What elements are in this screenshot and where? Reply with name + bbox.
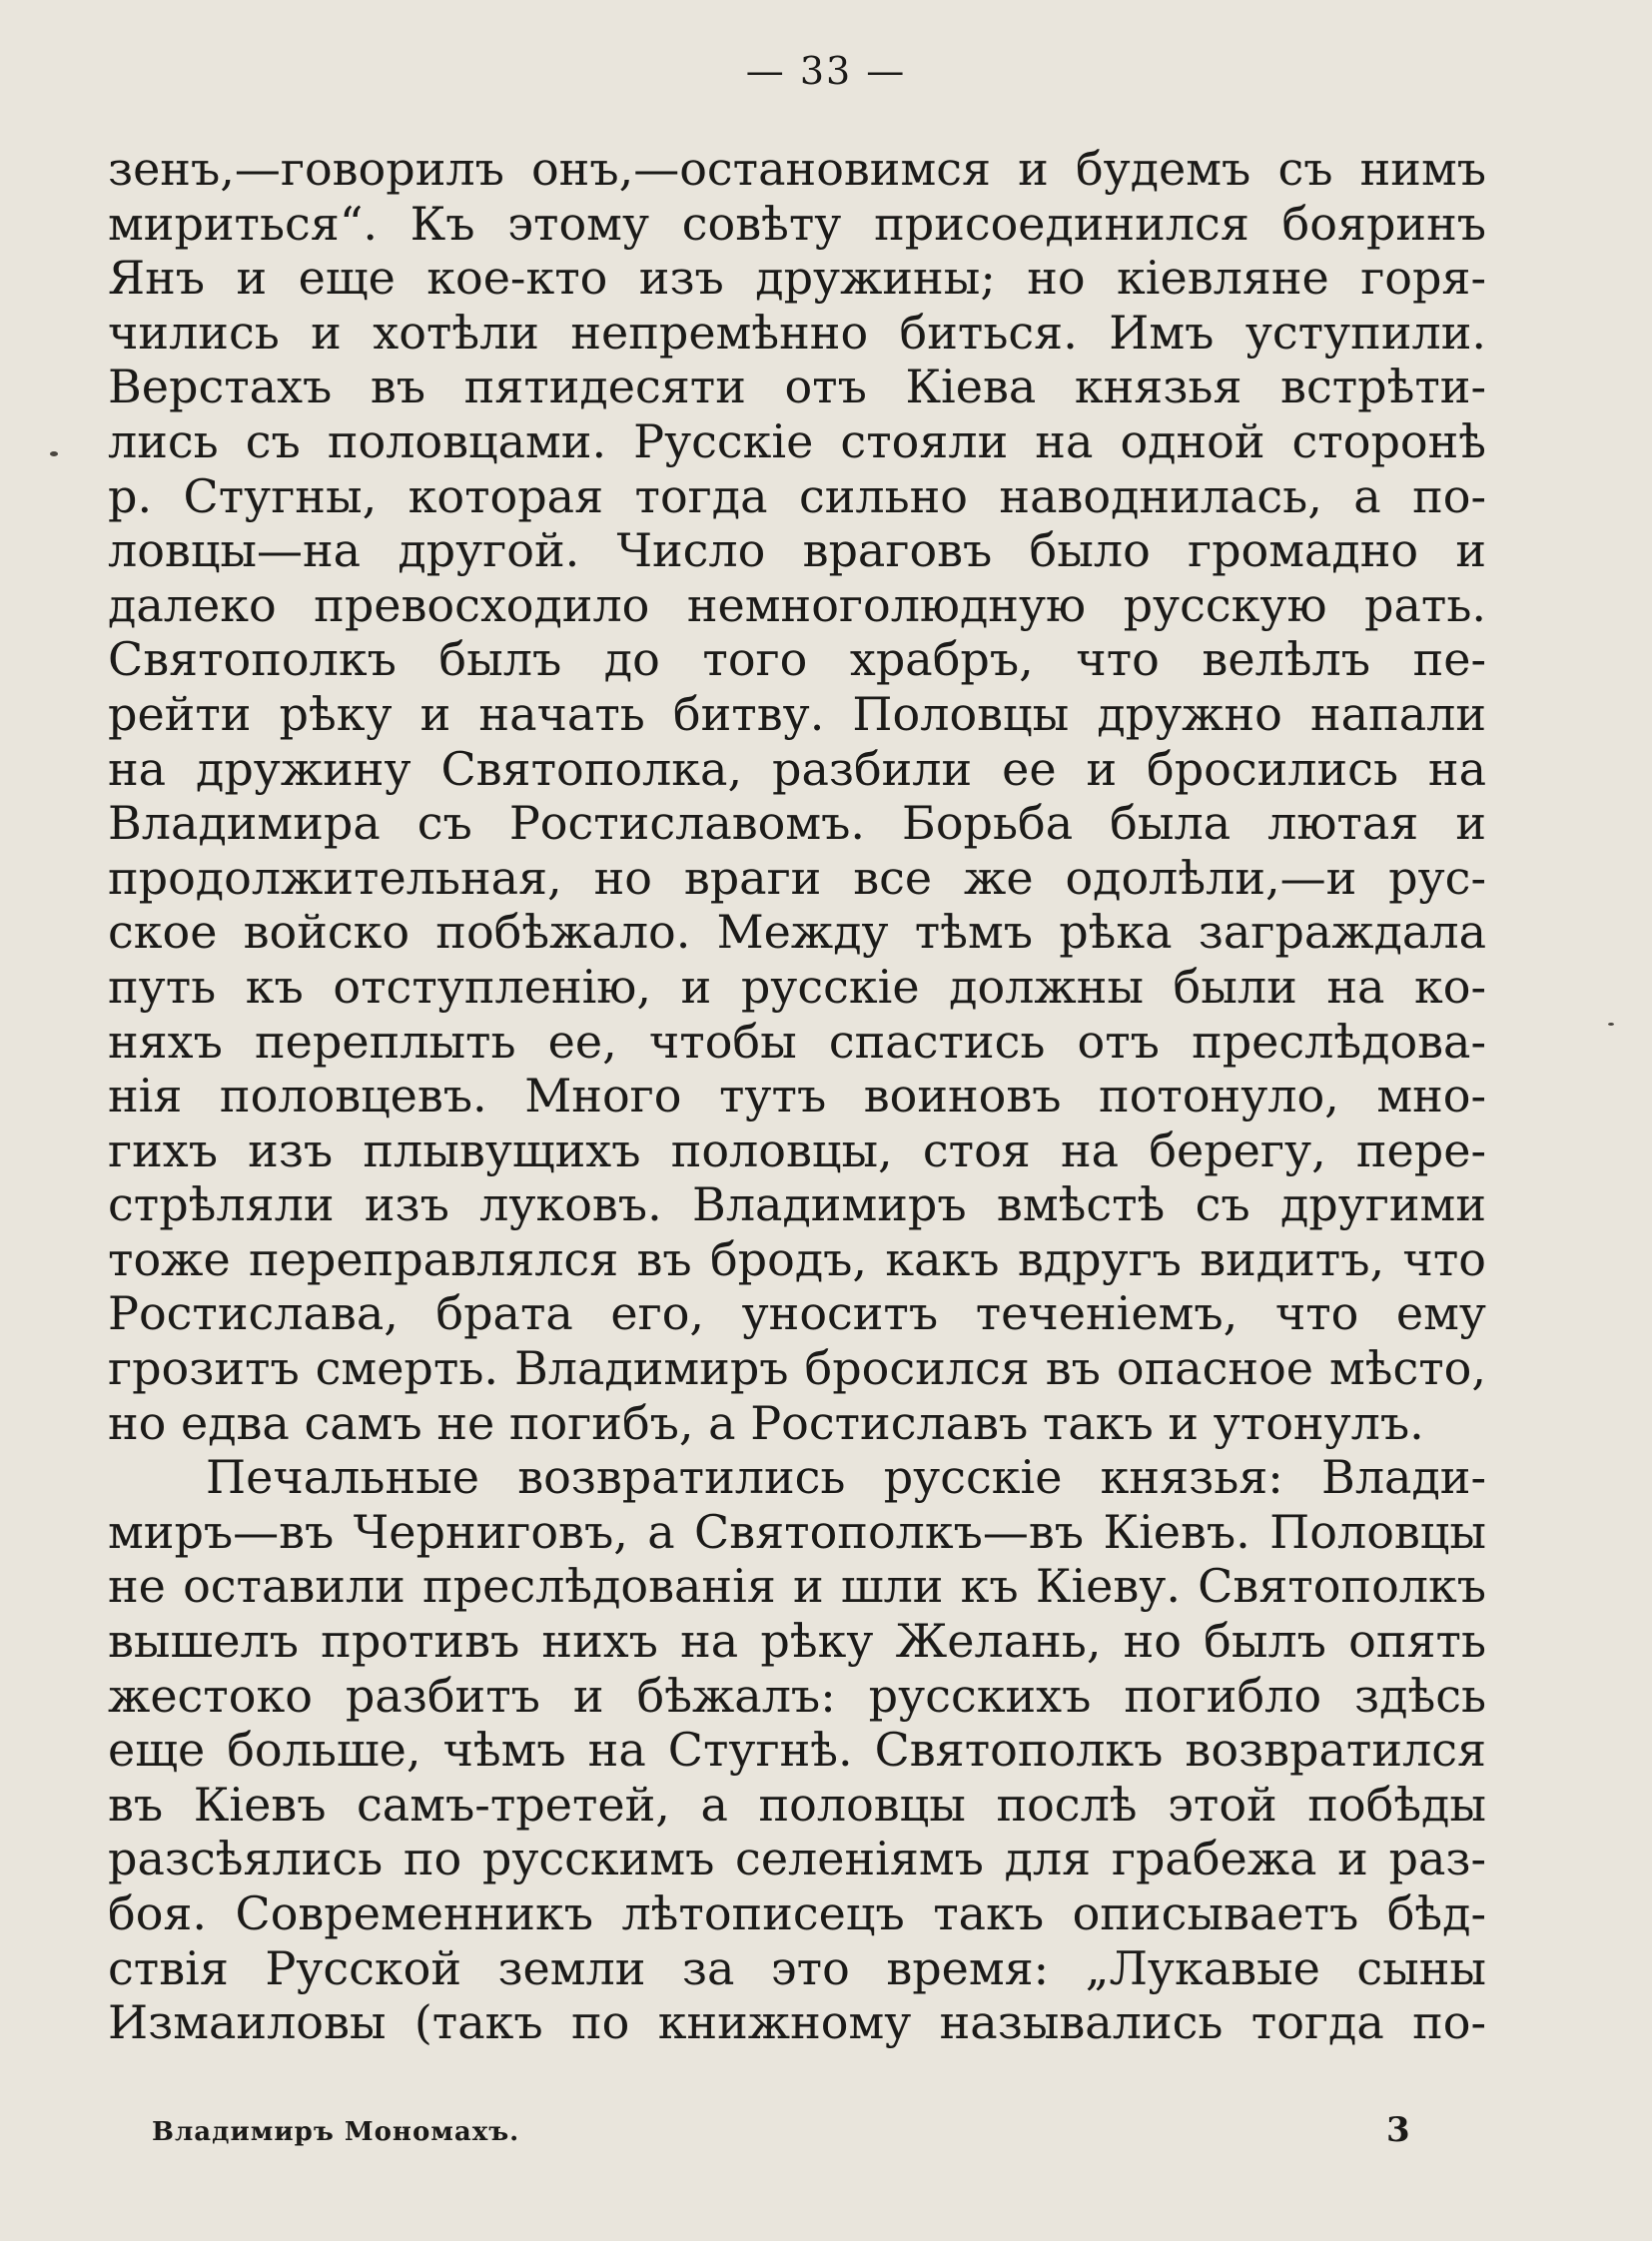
text-line-14: продолжительная, но враги все же одолѣли,—и рус- [108,850,1486,905]
text-line-15: ское войско побѣжало. Между тѣмъ рѣка заграждала [108,905,1486,960]
text-line-21: тоже переправлялся въ бродъ, какъ вдругъ видитъ, что [108,1231,1486,1286]
text-line-12: на дружину Святополка, разбили ее и бросились на [108,741,1486,796]
text-line-6: лись съ половцами. Русскіе стояли на одной сторонѣ [108,413,1486,468]
text-line-26: миръ—въ Черниговъ, а Святополкъ—въ Кіевъ. Половцы [108,1504,1486,1559]
text-line-7: р. Стугны, которая тогда сильно наводнилась, а по- [108,468,1486,523]
text-line-35: Измаиловы (такъ по книжному назывались тогда по- [108,1995,1486,2050]
text-line-22: Ростислава, брата его, уноситъ теченіемъ, что ему [108,1286,1486,1341]
text-line-8: ловцы—на другой. Число враговъ было громадно и [108,523,1486,578]
text-line-13: Владимира съ Ростиславомъ. Борьба была лютая и [108,796,1486,851]
text-line-16: путь къ отступленію, и русскіе должны были на ко- [108,959,1486,1014]
text-line-30: еще больше, чѣмъ на Стугнѣ. Святополкъ возвратился [108,1723,1486,1778]
text-line-27: не оставили преслѣдованія и шли къ Кіеву. Святополкъ [108,1559,1486,1614]
text-line-32: разсѣялись по русскимъ селеніямъ для грабежа и раз- [108,1832,1486,1886]
text-line-31: въ Кіевъ самъ-третей, а половцы послѣ этой побѣды [108,1777,1486,1832]
margin-speck [50,451,58,456]
text-line-1: зенъ,—говорилъ онъ,—остановимся и будемъ съ нимъ [108,142,1486,196]
text-line-29: жестоко разбитъ и бѣжалъ: русскихъ погибло здѣсь [108,1668,1486,1723]
text-line-10: Святополкъ былъ до того храбръ, что велѣлъ пе- [108,632,1486,687]
sheet-number: 3 [1386,2110,1410,2150]
text-line-9: далеко превосходило немноголюдную русскую рать. [108,577,1486,632]
text-line-20: стрѣляли изъ луковъ. Владимиръ вмѣстѣ съ другими [108,1177,1486,1232]
text-line-2: мириться“. Къ этому совѣту присоединился бояринъ [108,196,1486,251]
text-line-11: рейти рѣку и начать битву. Половцы дружно напали [108,686,1486,741]
text-line-3: Янъ и еще кое-кто изъ дружины; но кіевляне горя- [108,251,1486,306]
text-line-23: грозитъ смерть. Владимиръ бросился въ опасное мѣсто, [108,1341,1486,1396]
text-line-4: чились и хотѣли непремѣнно биться. Имъ уступили. [108,305,1486,360]
text-line-25: Печальные возвратились русскіе князья: Влади- [206,1450,1486,1505]
text-line-24: но едва самъ не погибъ, а Ростиславъ такъ и утонулъ. [108,1395,1424,1450]
text-line-33: боя. Современникъ лѣтописецъ такъ описываетъ бѣд- [108,1886,1486,1940]
text-line-18: нія половцевъ. Много тутъ воиновъ потонуло, мно- [108,1069,1486,1123]
footer-title: Владимиръ Мономахъ. [152,2117,520,2147]
page-number: — 33 — [745,49,907,93]
text-line-34: ствія Русской земли за это время: „Лукавые сыны [108,1940,1486,1995]
margin-speck [1608,1023,1614,1026]
text-line-19: гихъ изъ плывущихъ половцы, стоя на берегу, пере- [108,1122,1486,1177]
text-line-28: вышелъ противъ нихъ на рѣку Желань, но былъ опять [108,1614,1486,1669]
text-line-17: няхъ переплыть ее, чтобы спастись отъ преслѣдова- [108,1014,1486,1069]
body-text [108,142,1486,2050]
text-line-5: Верстахъ въ пятидесяти отъ Кіева князья встрѣти- [108,360,1486,414]
